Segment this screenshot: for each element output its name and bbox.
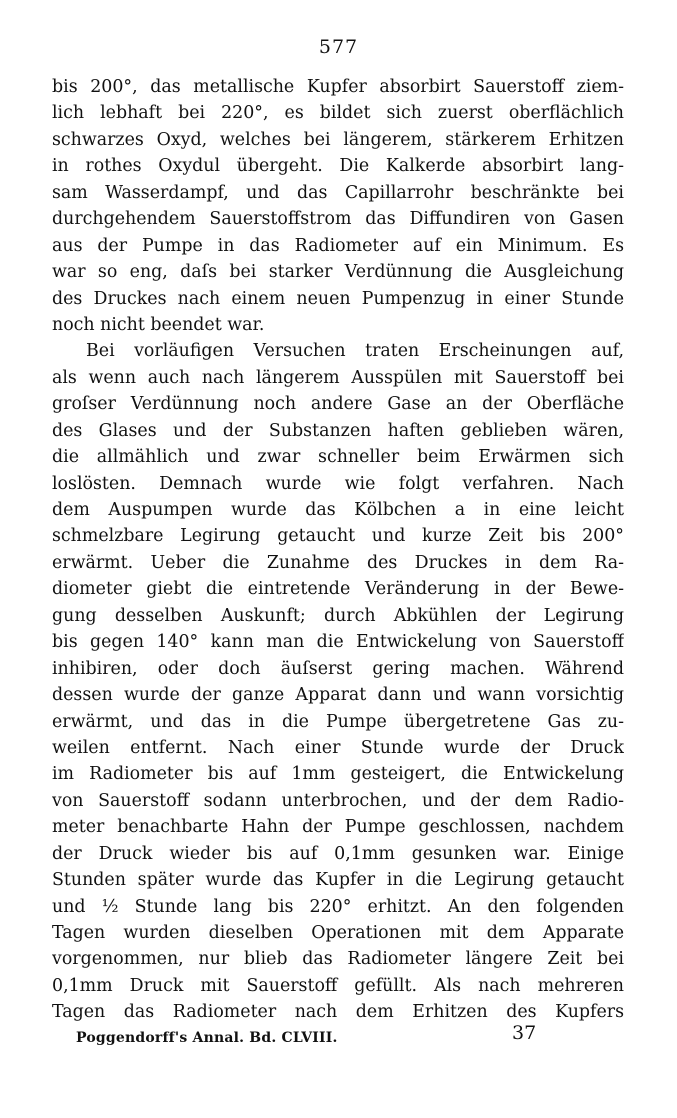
page-number: 577 bbox=[318, 36, 359, 58]
text-line: Stunden später wurde das Kupfer in die Legirung getaucht bbox=[52, 870, 624, 891]
text-line: loslösten. Demnach wurde wie folgt verfahren. Nach bbox=[52, 473, 624, 494]
text-line: diometer giebt die eintretende Veränderung in der Bewe- bbox=[52, 579, 624, 600]
text-line: lich lebhaft bei 220°, es bildet sich zuerst oberflächlich bbox=[52, 103, 624, 124]
text-line: des Druckes nach einem neuen Pumpenzug in einer Stunde bbox=[52, 288, 624, 309]
text-line: des Glases und der Substanzen haften geblieben wären, bbox=[52, 420, 624, 441]
text-line: als wenn auch nach längerem Ausspülen mit Sauerstoff bei bbox=[52, 367, 624, 388]
text-line: Tagen wurden dieselben Operationen mit dem Apparate bbox=[52, 923, 624, 943]
text-line: meter benachbarte Hahn der Pumpe geschlossen, nachdem bbox=[52, 817, 624, 838]
text-line: aus der Pumpe in das Radiometer auf ein Minimum. Es bbox=[52, 235, 624, 256]
sheet-number: 37 bbox=[512, 1022, 537, 1044]
text-line: weilen entfernt. Nach einer Stunde wurde der Druck bbox=[52, 737, 624, 758]
paragraph-end-line: noch nicht beendet war. bbox=[52, 314, 265, 335]
text-line: erwärmt. Ueber die Zunahme des Druckes in dem Ra- bbox=[52, 552, 624, 573]
text-line: dem Auspumpen wurde das Kölbchen a in eine leicht bbox=[52, 500, 624, 520]
text-line: 0,1mm Druck mit Sauerstoff gefüllt. Als nach mehreren bbox=[52, 975, 624, 996]
page-footer bbox=[76, 1022, 546, 1048]
text-line: im Radiometer bis auf 1mm gesteigert, die Entwickelung bbox=[52, 764, 624, 785]
text-line: war so eng, daſs bei starker Verdünnung die Ausgleichung bbox=[52, 262, 624, 283]
text-line: groſser Verdünnung noch andere Gase an der Oberfläche bbox=[52, 394, 624, 415]
text-line: in rothes Oxydul übergeht. Die Kalkerde absorbirt lang- bbox=[52, 156, 624, 177]
body-text bbox=[52, 74, 624, 1026]
text-line: dessen wurde der ganze Apparat dann und wann vorsichtig bbox=[52, 685, 624, 706]
text-line: erwärmt, und das in die Pumpe übergetretene Gas zu- bbox=[52, 711, 624, 732]
paragraph-start-line: Bei vorläufigen Versuchen traten Erscheinungen auf, bbox=[86, 341, 624, 362]
text-line: bis gegen 140° kann man die Entwickelung von Sauerstoff bbox=[52, 632, 624, 653]
text-line: schwarzes Oxyd, welches bei längerem, stärkerem Erhitzen bbox=[52, 129, 624, 150]
text-line: inhibiren, oder doch äuſserst gering machen. Während bbox=[52, 658, 624, 679]
text-line: und ½ Stunde lang bis 220° erhitzt. An den folgenden bbox=[52, 896, 624, 917]
text-line: durchgehendem Sauerstoffstrom das Diffundiren von Gasen bbox=[52, 209, 624, 230]
text-line: der Druck wieder bis auf 0,1mm gesunken war. Einige bbox=[52, 843, 624, 864]
text-line: die allmählich und zwar schneller beim Erwärmen sich bbox=[52, 447, 624, 468]
text-line: gung desselben Auskunft; durch Abkühlen der Legirung bbox=[52, 605, 624, 626]
text-line: bis 200°, das metallische Kupfer absorbirt Sauerstoff ziem- bbox=[52, 77, 624, 97]
text-line: sam Wasserdampf, und das Capillarrohr beschränkte bei bbox=[52, 182, 624, 203]
text-line: Tagen das Radiometer nach dem Erhitzen des Kupfers bbox=[52, 1002, 624, 1023]
footer-signature: Poggendorff's Annal. Bd. CLVIII. bbox=[76, 1030, 338, 1046]
text-line: vorgenommen, nur blieb das Radiometer längere Zeit bei bbox=[52, 949, 624, 970]
text-line: schmelzbare Legirung getaucht und kurze Zeit bis 200° bbox=[52, 526, 624, 547]
text-line: von Sauerstoff sodann unterbrochen, und der dem Radio- bbox=[52, 790, 624, 811]
